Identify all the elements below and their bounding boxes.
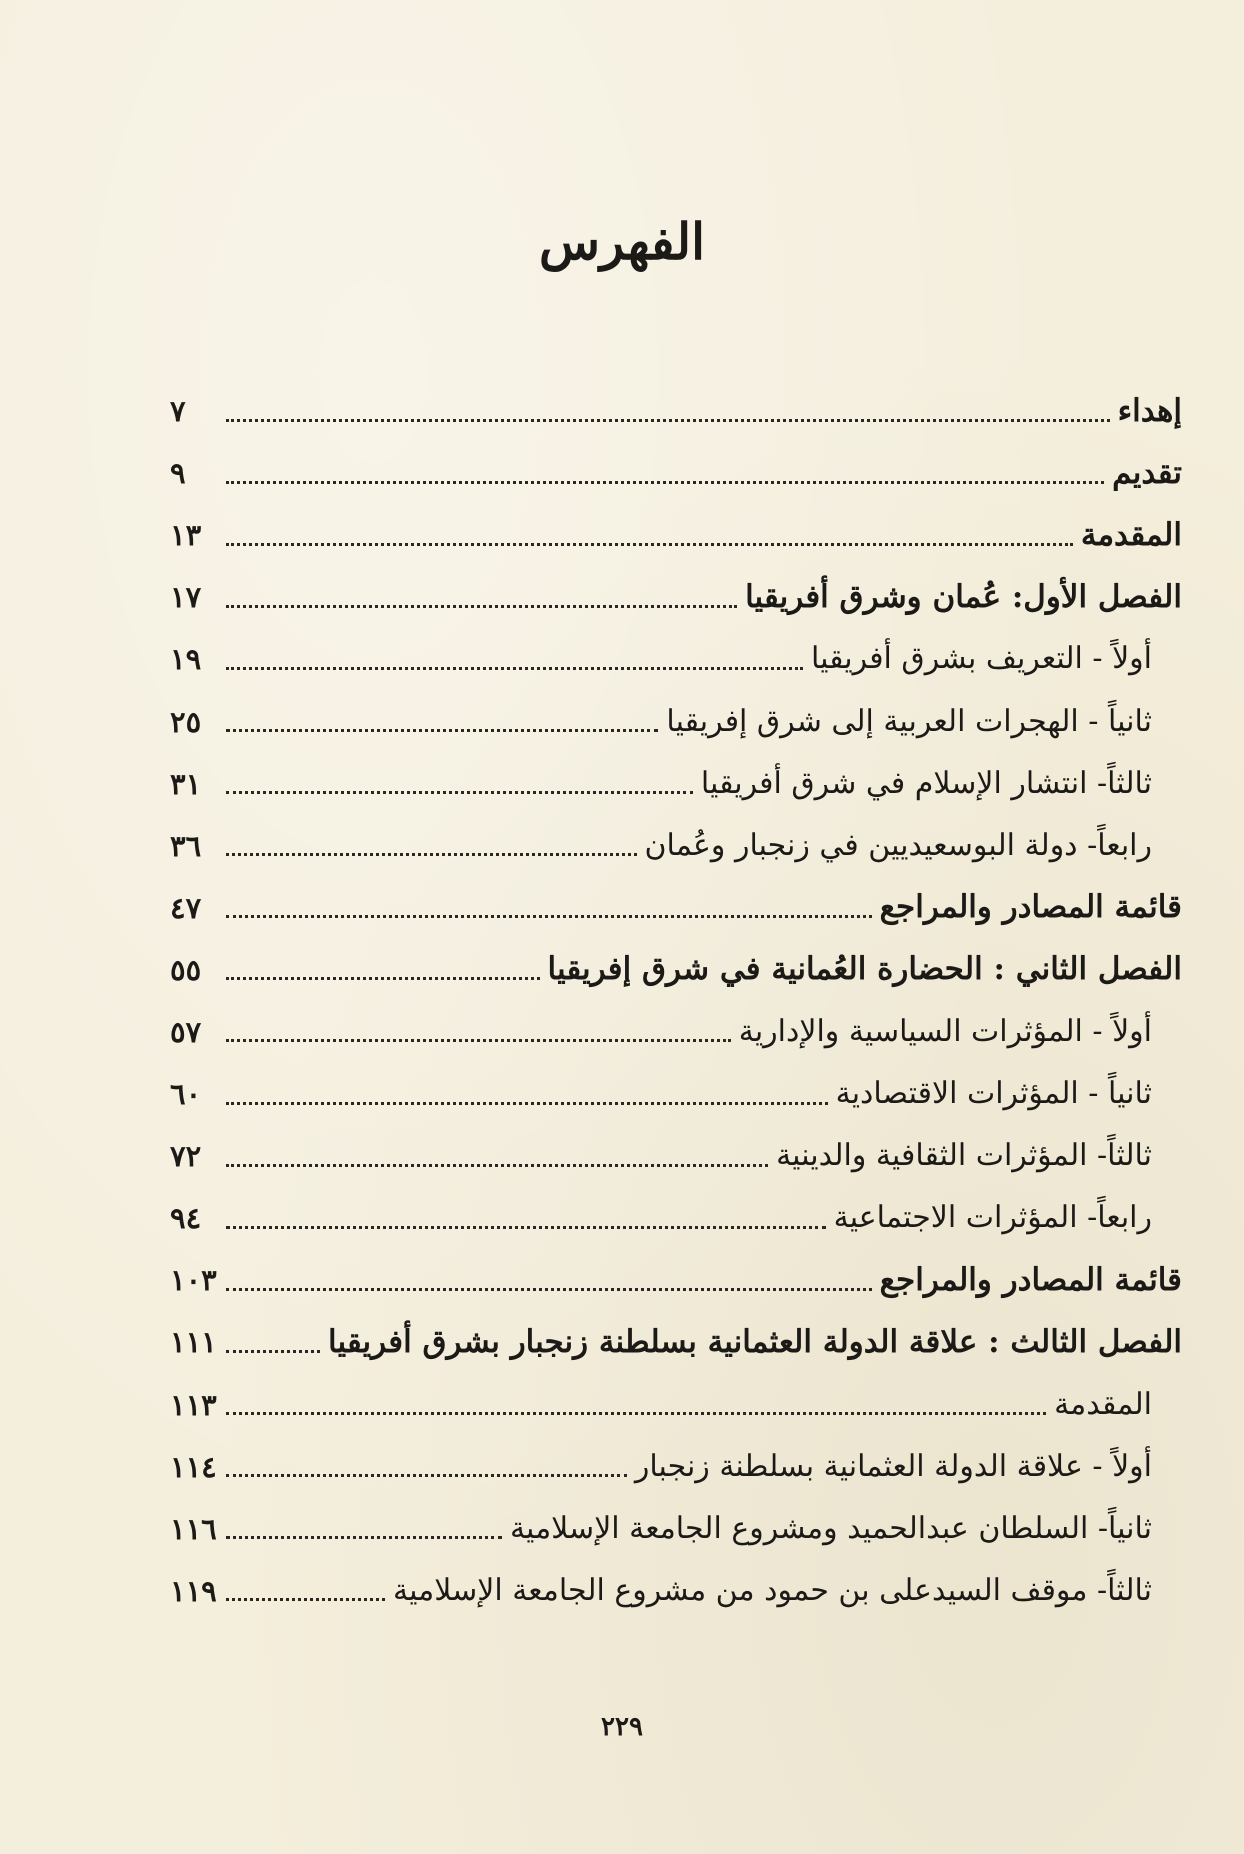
toc-entry-label: ثالثاً- المؤثرات الثقافية والدينية (776, 1138, 1152, 1174)
toc-entry-page: ١١١ (170, 1325, 217, 1360)
toc-entry-label: ثانياً - المؤثرات الاقتصادية (835, 1076, 1152, 1112)
toc-entry (170, 815, 1182, 877)
toc-entry (170, 1436, 1182, 1498)
toc-entry-label: أولاً - المؤثرات السياسية والإدارية (738, 1013, 1152, 1049)
dot-leader (226, 1474, 627, 1477)
dot-leader (226, 853, 637, 856)
toc-entry-page: ٦٠ (170, 1077, 202, 1112)
dot-leader (226, 543, 1073, 546)
page-number: ٢٢٩ (601, 1712, 643, 1742)
toc-entry-label: رابعاً- المؤثرات الاجتماعية (833, 1200, 1152, 1236)
toc-entry (170, 1374, 1182, 1436)
toc-entry (170, 1311, 1182, 1373)
toc-entry (170, 628, 1182, 690)
dot-leader (226, 605, 737, 608)
dot-leader (226, 1536, 502, 1539)
toc-entry (170, 877, 1182, 939)
toc-entry-label: تقديم (1112, 454, 1182, 491)
toc-entry-label: رابعاً- دولة البوسعيديين في زنجبار وعُمان (644, 827, 1152, 863)
toc-entry-page: ١١٦ (170, 1511, 217, 1546)
toc-entry-page: ٤٧ (170, 890, 202, 925)
dot-leader (226, 1598, 385, 1601)
toc-entry-label: المقدمة (1054, 1386, 1152, 1422)
toc-entry-page: ٧ (170, 394, 186, 429)
dot-leader (226, 1412, 1046, 1415)
toc-entry (170, 1001, 1182, 1063)
dot-leader (226, 1288, 872, 1291)
dot-leader (226, 1226, 826, 1229)
table-of-contents (170, 380, 1182, 1622)
toc-entry-label: ثالثاً- موقف السيدعلى بن حمود من مشروع الجامعة الإسلامية (393, 1572, 1152, 1608)
toc-entry-label: أولاً - علاقة الدولة العثمانية بسلطنة زنجبار (634, 1448, 1152, 1484)
toc-entry-page: ١١٤ (170, 1449, 217, 1484)
toc-entry-page: ١٧ (170, 580, 202, 615)
toc-entry-page: ٣٦ (170, 828, 202, 863)
toc-entry (170, 1249, 1182, 1311)
dot-leader (226, 791, 693, 794)
dot-leader (226, 1102, 828, 1105)
toc-entry-label: ثانياً - الهجرات العربية إلى شرق إفريقيا (666, 703, 1152, 739)
toc-entry-page: ٧٢ (170, 1139, 202, 1174)
toc-entry-page: ٩٤ (170, 1201, 202, 1236)
dot-leader (226, 729, 658, 732)
dot-leader (226, 481, 1104, 484)
toc-entry-page: ٥٧ (170, 1014, 202, 1049)
toc-entry-page: ١٩ (170, 642, 202, 677)
toc-entry-page: ١١٣ (170, 1387, 217, 1422)
toc-entry-label: ثالثاً- انتشار الإسلام في شرق أفريقيا (700, 765, 1152, 801)
toc-entry-page: ٣١ (170, 766, 202, 801)
toc-entry-page: ٥٥ (170, 952, 202, 987)
toc-entry (170, 1063, 1182, 1125)
dot-leader (226, 1350, 320, 1353)
dot-leader (226, 1164, 768, 1167)
toc-entry (170, 1125, 1182, 1187)
toc-entry-page: ١٠٣ (170, 1263, 217, 1298)
toc-entry-label: ثانياً- السلطان عبدالحميد ومشروع الجامعة الإسلامية (509, 1510, 1152, 1546)
toc-entry (170, 1560, 1182, 1622)
dot-leader (226, 419, 1110, 422)
page-title: الفهرس (538, 212, 706, 271)
toc-entry-label: الفصل الثالث : علاقة الدولة العثمانية بسلطنة زنجبار بشرق أفريقيا (328, 1323, 1182, 1360)
dot-leader (226, 915, 872, 918)
toc-entry-label: أولاً - التعريف بشرق أفريقيا (810, 641, 1152, 677)
toc-entry-page: ٩ (170, 456, 186, 491)
toc-entry-label: الفصل الأول: عُمان وشرق أفريقيا (745, 578, 1182, 615)
toc-entry (170, 380, 1182, 442)
toc-entry (170, 690, 1182, 752)
dot-leader (226, 977, 540, 980)
toc-entry-page: ٢٥ (170, 704, 202, 739)
toc-entry-label: قائمة المصادر والمراجع (879, 889, 1182, 926)
dot-leader (226, 667, 803, 670)
toc-entry (170, 442, 1182, 504)
toc-entry-label: قائمة المصادر والمراجع (879, 1261, 1182, 1298)
toc-entry (170, 504, 1182, 566)
toc-entry (170, 566, 1182, 628)
toc-entry (170, 939, 1182, 1001)
dot-leader (226, 1039, 731, 1042)
toc-entry-label: الفصل الثاني : الحضارة العُمانية في شرق إفريقيا (547, 951, 1182, 988)
toc-entry-page: ١٣ (170, 518, 202, 553)
toc-entry-page: ١١٩ (170, 1573, 217, 1608)
toc-entry-label: إهداء (1117, 392, 1182, 429)
toc-entry (170, 1498, 1182, 1560)
toc-entry-label: المقدمة (1080, 516, 1182, 553)
toc-entry (170, 1187, 1182, 1249)
toc-entry (170, 753, 1182, 815)
